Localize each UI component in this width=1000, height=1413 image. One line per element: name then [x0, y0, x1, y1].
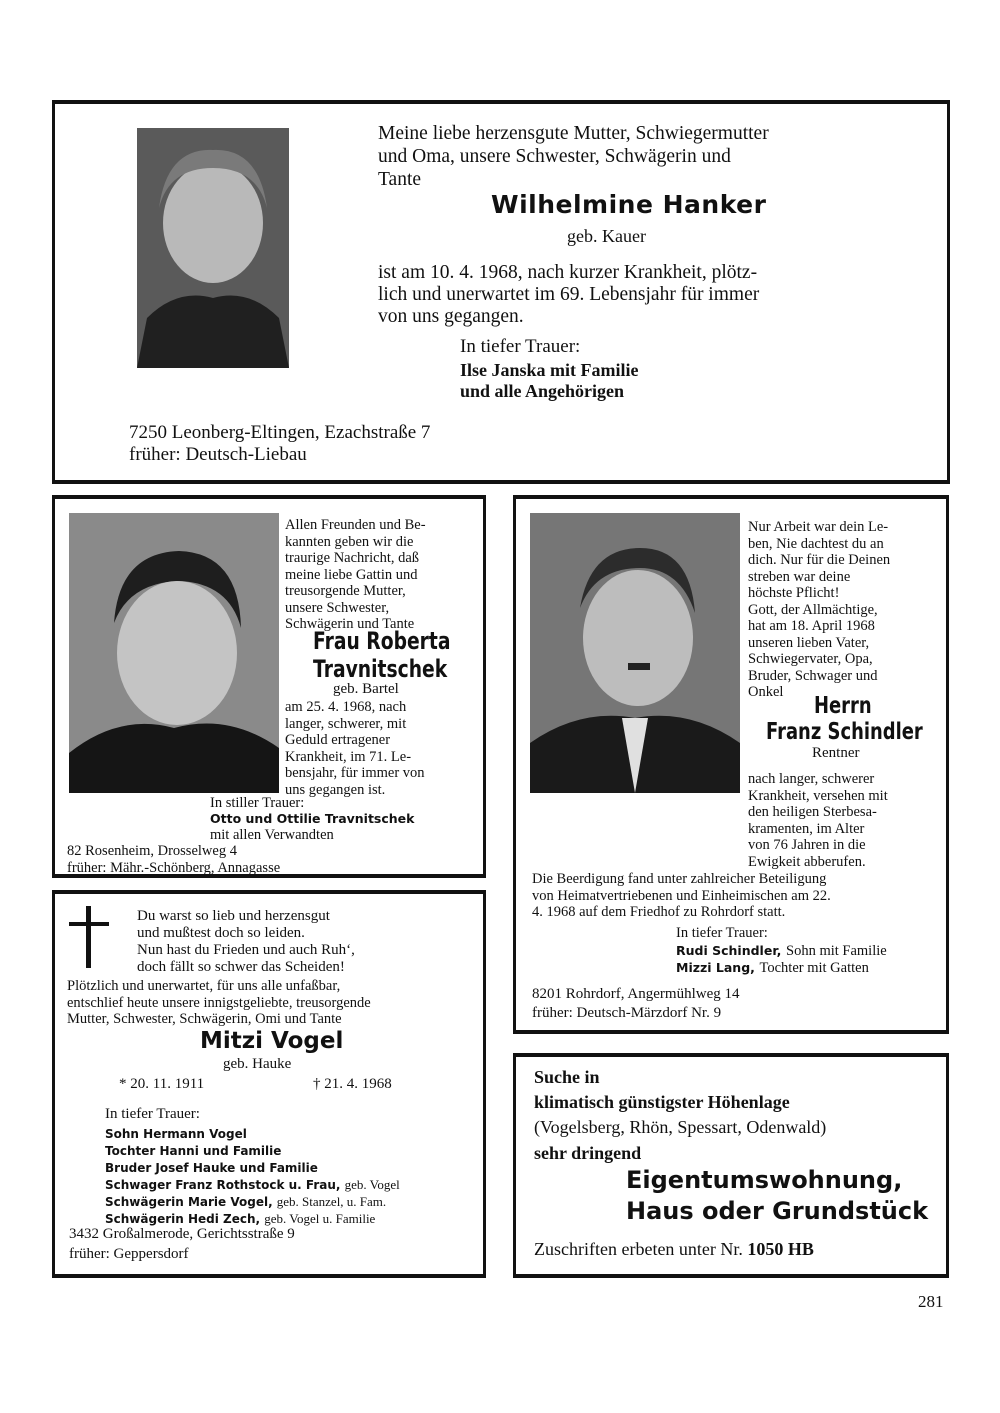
address: 8201 Rohrdorf, Angermühlweg 14 früher: Deutsch-Märzdorf Nr. 9: [532, 986, 740, 1021]
birth-date: * 20. 11. 1911: [119, 1076, 205, 1092]
address: 82 Rosenheim, Drosselweg 4 früher: Mähr.-Schönberg, Annagasse: [67, 843, 281, 876]
mourning-label: In tiefer Trauer:: [460, 336, 581, 357]
ad-line1: Suche in: [534, 1067, 600, 1087]
address: 3432 Großalmerode, Gerichtsstraße 9 früher: Geppersdorf: [69, 1226, 295, 1262]
deceased-name: Mitzi Vogel: [200, 1028, 344, 1054]
obituary-hanker: [52, 100, 950, 484]
mourners: [676, 943, 887, 976]
deceased-name-line1: Herrn: [814, 693, 872, 719]
portrait-photo: [137, 128, 289, 368]
mourner-line: Schwägerin Marie Vogel, geb. Stanzel, u. Fam.: [105, 1194, 387, 1209]
deceased-name: Wilhelmine Hanker: [491, 190, 767, 219]
death-text: nach langer, schwerer Krankheit, versehen mit den heiligen Sterbesa- kramenten, im Alter von 76 Jahren in die Ewigkeit abberufen.: [748, 771, 888, 870]
mourner-line: Rudi Schindler, Sohn mit Familie: [676, 943, 887, 959]
mourning-label: In stiller Trauer:: [210, 795, 305, 811]
funeral-text: Die Beerdigung fand unter zahlreicher Beteiligung von Heimatvertriebenen und Einheimischen am 22. 4. 1968 auf dem Friedhof zu Rohrdorf statt.: [532, 871, 831, 920]
mourners: [105, 1126, 400, 1228]
ad-footer: Zuschriften erbeten unter Nr. 1050 HB: [534, 1239, 814, 1259]
ad-line4: sehr dringend: [534, 1143, 642, 1163]
mourner-line: Schwägerin Hedi Zech, geb. Vogel u. Familie: [105, 1211, 376, 1226]
intro-text: Meine liebe herzensgute Mutter, Schwiegermutter und Oma, unsere Schwester, Schwägerin und Tante: [378, 123, 769, 190]
maiden-name: geb. Hauke: [223, 1056, 292, 1072]
intro-text: Nur Arbeit war dein Le- ben, Nie dachtest du an dich. Nur für die Deinen streben war deine höchste Pflicht! Gott, der Allmächtige, hat am 18. April 1968 unseren lieben Vater, Schwiegervater, Opa, Bruder, Schwager und Onkel: [748, 519, 891, 700]
ad-headline: Eigentumswohnung, Haus oder Grundstück: [626, 1166, 929, 1225]
mourners: Ilse Janska mit Familie und alle Angehörigen: [460, 360, 639, 401]
relatives: mit allen Verwandten: [210, 827, 334, 843]
maiden-name: geb. Kauer: [567, 226, 646, 246]
obituary-schindler: [513, 495, 949, 1034]
portrait-photo: [530, 513, 740, 793]
deceased-name: Frau Roberta Travnitschek: [313, 627, 451, 683]
obituary-vogel: [52, 890, 486, 1278]
real-estate-ad: [513, 1053, 949, 1278]
death-date: † 21. 4. 1968: [313, 1076, 392, 1092]
address: 7250 Leonberg-Eltingen, Ezachstraße 7 früher: Deutsch-Liebau: [129, 422, 431, 465]
mourner-line: Sohn Hermann Vogel: [105, 1127, 247, 1141]
mourner-line: Tochter Hanni und Familie: [105, 1144, 282, 1158]
deceased-name-line2: Franz Schindler: [766, 719, 923, 745]
intro-text: Plötzlich und unerwartet, für uns alle unfaßbar, entschlief heute unsere innigstgeliebte, treusorgende Mutter, Schwester, Schwägerin, Omi und Tante: [67, 978, 371, 1027]
ad-line2: klimatisch günstigster Höhenlage: [534, 1092, 790, 1112]
death-text: ist am 10. 4. 1968, nach kurzer Krankheit, plötz- lich und unerwartet im 69. Lebensjahr für immer von uns gegangen.: [378, 262, 760, 327]
portrait-photo: [69, 513, 279, 793]
ad-line3: (Vogelsberg, Rhön, Spessart, Odenwald): [534, 1117, 827, 1137]
occupation: Rentner: [812, 745, 860, 761]
mourning-label: In tiefer Trauer:: [105, 1106, 200, 1122]
mourner-line: Bruder Josef Hauke und Familie: [105, 1161, 318, 1175]
verse: Du warst so lieb und herzensgut und mußtest doch so leiden. Nun hast du Frieden und auch Ruh‘, doch fällt so schwer das Scheiden!: [137, 908, 355, 975]
death-text: am 25. 4. 1968, nach langer, schwerer, mit Geduld ertragener Krankheit, im 71. Le- bensjahr, für immer von uns gegangen ist.: [285, 699, 425, 798]
mourner-line: Schwager Franz Rothstock u. Frau, geb. Vogel: [105, 1177, 400, 1192]
mourner-line: Mizzi Lang, Tochter mit Gatten: [676, 959, 869, 976]
cross-icon: [69, 906, 109, 968]
maiden-name: geb. Bartel: [333, 681, 399, 697]
page-number: 281: [918, 1292, 944, 1311]
obituary-travnitschek: [52, 495, 486, 878]
mourning-label: In tiefer Trauer:: [676, 925, 768, 941]
intro-text: Allen Freunden und Be- kannten geben wir die traurige Nachricht, daß meine liebe Gattin und treusorgende Mutter, unsere Schwester, Schwägerin und Tante: [285, 517, 426, 632]
mourners: Otto und Ottilie Travnitschek: [210, 811, 415, 826]
